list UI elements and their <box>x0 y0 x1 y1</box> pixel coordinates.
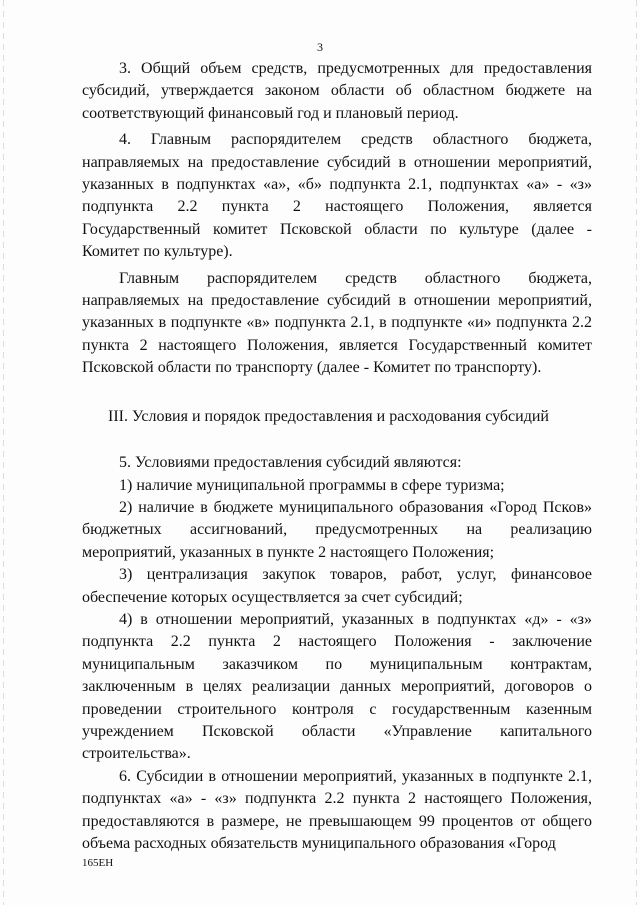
paragraph-5: 5. Условиями предоставления субсидий являются: <box>119 454 462 472</box>
condition-4: 4) в отношении мероприятий, указанных в подпунктах «д» - «з» подпункта 2.2 пункта 2 настоящего Положения - заключение муниципальным заказчиком по муниципальным контрактам, заключенным в целях реализации данных мероприятий, договоров о проведении строительного контроля с государственным казенным учреждением Псковской области «Управление капитального строительства». <box>82 610 592 763</box>
paragraph-4: 4. Главным распорядителем средств областного бюджета, направляемых на предоставление субсидий в отношении мероприятий, указанных в подпунктах «а», «б» подпункта 2.1, подпунктах «а» - «з» подпункта 2.2 пункта 2 настоящего Положения, является Государственный комитет Псковской области по культуре (далее - Комитет по культуре). <box>82 131 592 261</box>
section-heading: III. Условия и порядок предоставления и расходования субсидий <box>108 407 549 425</box>
document-body <box>82 58 592 855</box>
scan-edge-left <box>3 0 4 905</box>
condition-3: 3) централизация закупок товаров, работ, услуг, финансовое обеспечение которых осуществляется за счет субсидий; <box>82 566 592 606</box>
footer-code: 165EH <box>82 857 114 869</box>
condition-1: 1) наличие муниципальной программы в сфере туризма; <box>119 476 505 494</box>
condition-2: 2) наличие в бюджете муниципального образования «Город Псков» бюджетных ассигнований, предусмотренных на реализацию мероприятий, указанных в пункте 2 настоящего Положения; <box>82 498 592 561</box>
scan-edge-right <box>636 0 637 905</box>
paragraph-4-transport: Главным распорядителем средств областного бюджета, направляемых на предоставление субсидий в отношении мероприятий, указанных в подпункте «в» подпункта 2.1, в подпункте «и» подпункта 2.2 пункта 2 настоящего Положения, является Государственный комитет Псковской области по транспорту (далее - Комитет по транспорту). <box>82 269 592 377</box>
paragraph-3: 3. Общий объем средств, предусмотренных для предоставления субсидий, утверждается законом области об областном бюджете на соответствующий финансовый год и плановый период. <box>82 60 592 122</box>
page-number: 3 <box>317 40 323 54</box>
paragraph-6: 6. Субсидии в отношении мероприятий, указанных в подпункте 2.1, подпунктах «а» - «з» подпункта 2.2 пункта 2 настоящего Положения, предоставляются в размере, не превышающем 99 процентов от общего объема расходных обязательств муниципального образования «Город <box>82 767 592 852</box>
